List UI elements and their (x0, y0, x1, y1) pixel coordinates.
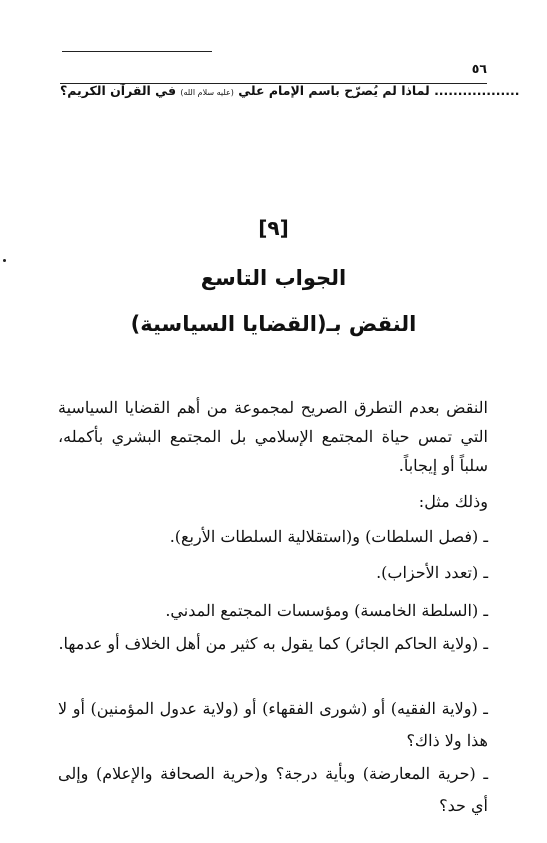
top-rule (62, 51, 212, 52)
section-title: الجواب التاسع (200, 266, 347, 290)
header-title-after: في القرآن الكريم؟ (60, 83, 177, 98)
list-intro: وذلك مثل: (418, 492, 488, 511)
running-header (60, 58, 520, 98)
header-honorific: (عليه سلام الله) (180, 88, 234, 97)
list-item: ـ (السلطة الخامسة) ومؤسسات المجتمع المدني. (165, 601, 488, 620)
list-item: ـ (تعدد الأحزاب). (376, 563, 488, 582)
section-subtitle: النقض بـ(القضايا السياسية) (130, 312, 417, 336)
list-item: ـ (حرية المعارضة) وبأية درجة؟ و(حرية الصحافة والإعلام) وإلى أي حد؟ (58, 764, 488, 815)
header-divider (60, 83, 487, 84)
list-item: ـ (ولاية الفقيه) أو (شورى الفقهاء) أو (ولاية عدول المؤمنين) أو لا هذا ولا ذاك؟ (58, 699, 488, 750)
list-item: ـ (ولاية الحاكم الجائر) كما يقول به كثير من أهل الخلاف أو عدمها. (58, 634, 488, 653)
header-dots: .................. (434, 83, 520, 98)
list-item: ـ (فصل السلطات) و(استقلالية السلطات الأربع). (169, 527, 488, 546)
body-paragraph: النقض بعدم التطرق الصريح لمجموعة من أهم القضايا السياسية التي تمس حياة المجتمع الإسلامي بل المجتمع البشري بأكمله، سلباً أو إيجاباً. (58, 398, 488, 475)
header-title-before: لماذا لم يُصرّح باسم الإمام علي (238, 83, 430, 98)
page-number: ٥٦ (471, 61, 487, 76)
section-number: [٩] (258, 216, 289, 240)
stray-mark (3, 259, 6, 262)
